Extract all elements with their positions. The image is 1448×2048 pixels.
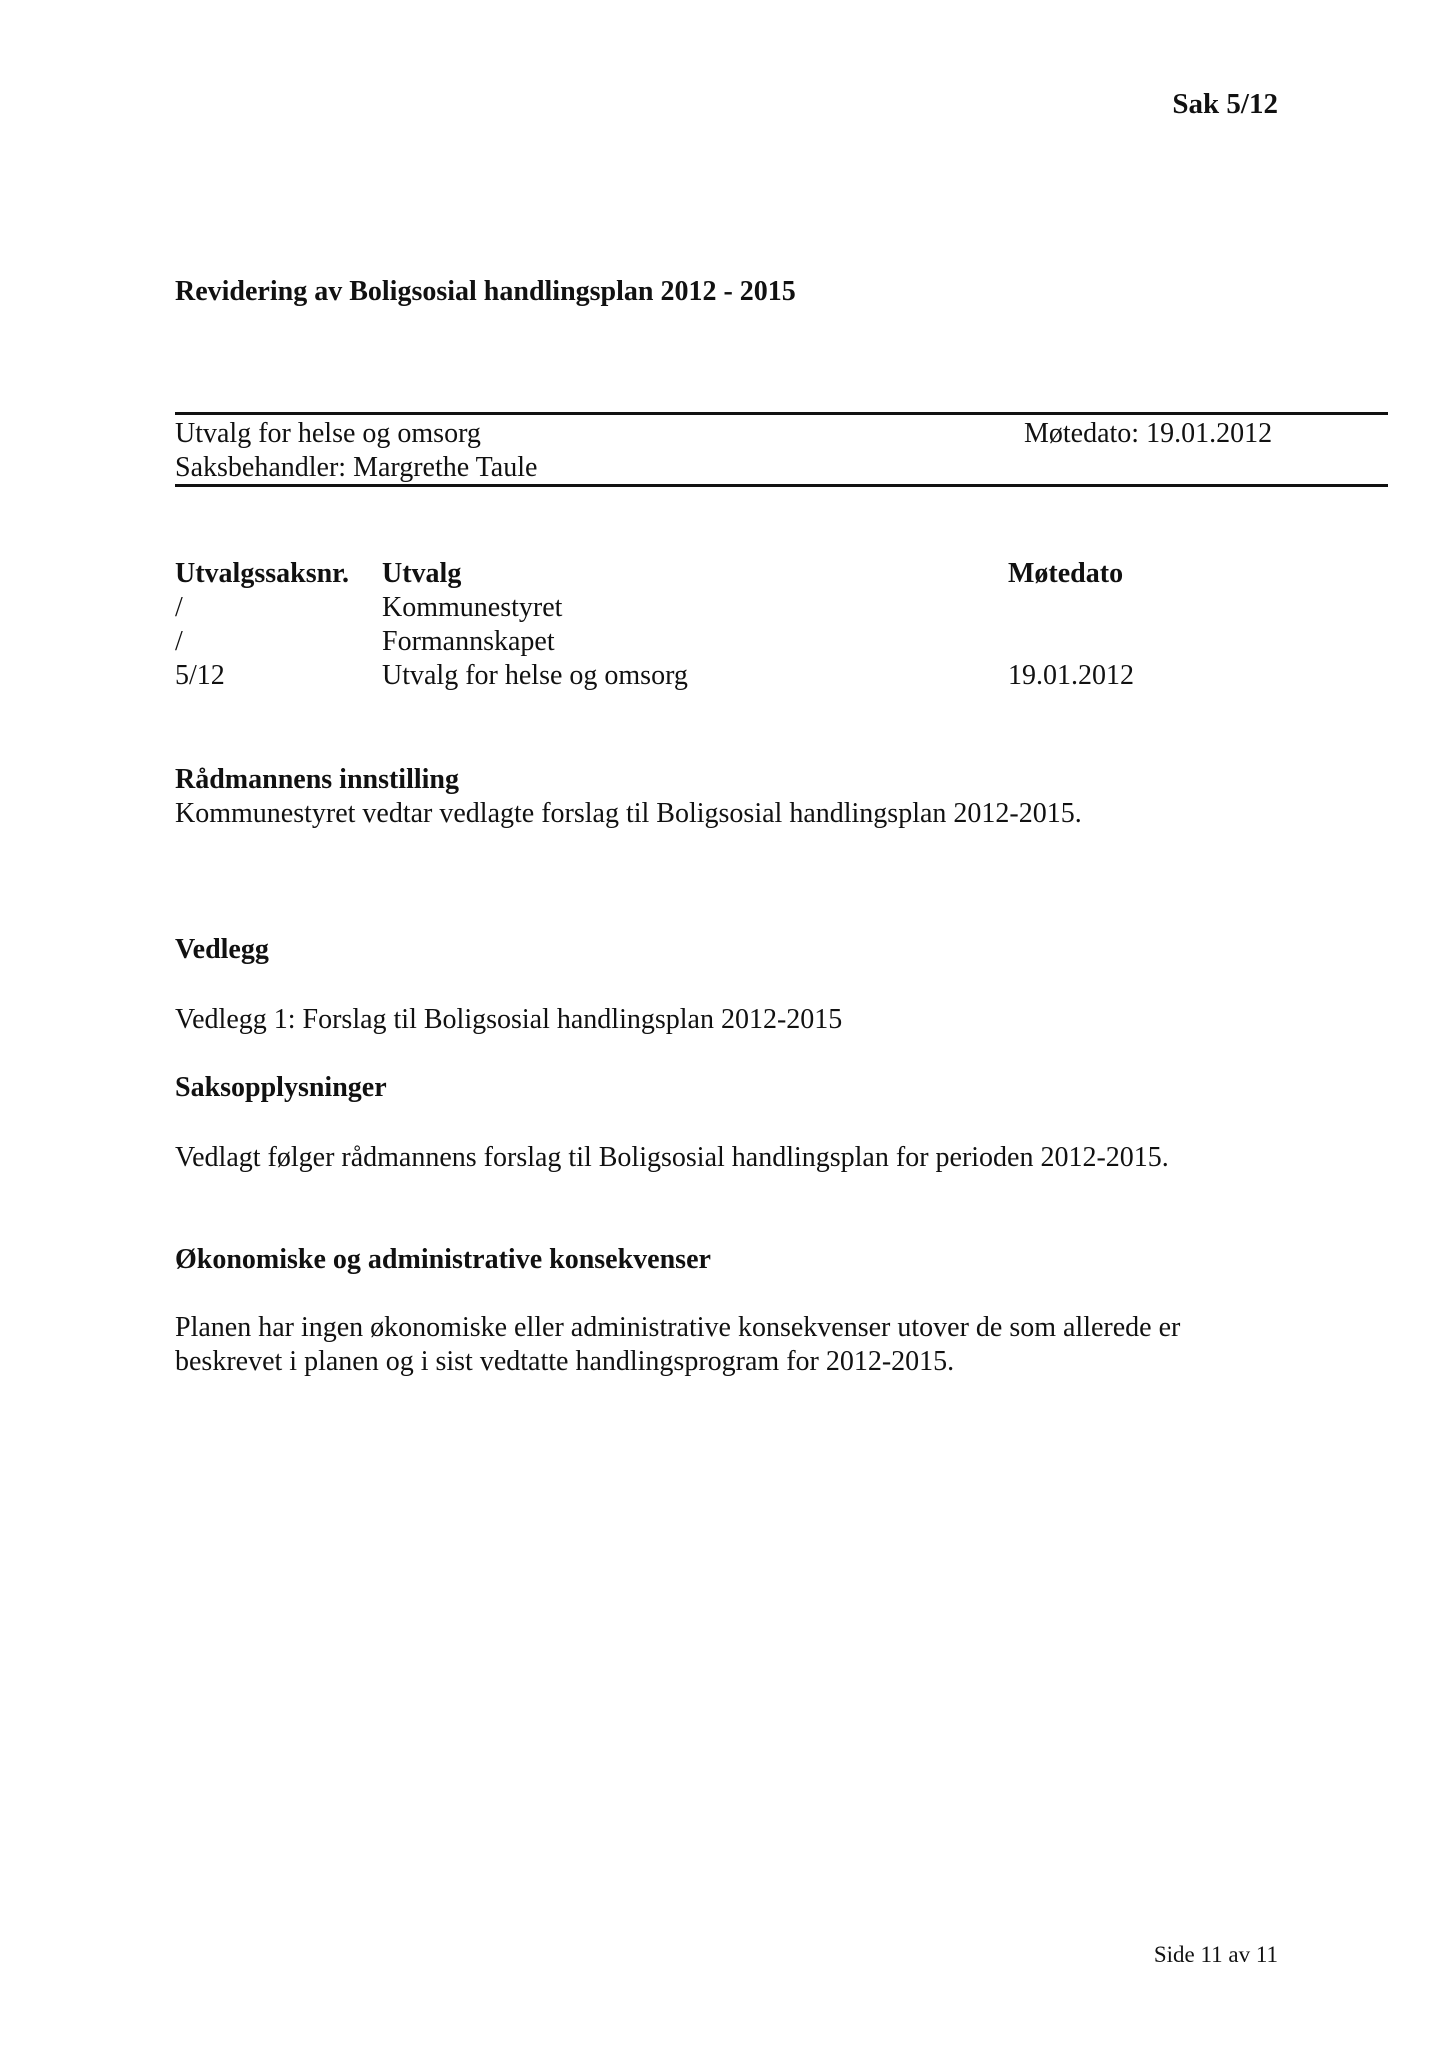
- attachment-item: Vedlegg 1: Forslag til Boligsosial handlingsplan 2012-2015: [175, 1004, 843, 1035]
- meta-committee: Utvalg for helse og omsorg: [175, 418, 481, 449]
- meta-case-handler: Saksbehandler: Margrethe Taule: [175, 452, 538, 483]
- divider-bottom: [175, 484, 1388, 487]
- meta-meeting-date: Møtedato: 19.01.2012: [1024, 418, 1273, 449]
- table-row-utvalg: Utvalg for helse og omsorg: [382, 660, 688, 691]
- page-number: Side 11 av 11: [1153, 1942, 1278, 1967]
- table-header-nr: Utvalgssaksnr.: [175, 558, 350, 589]
- table-row-date: 19.01.2012: [1008, 660, 1134, 691]
- table-header-utvalg: Utvalg: [382, 558, 462, 589]
- consequences-text-line-1: Planen har ingen økonomiske eller administrative konsekvenser utover de som allerede er: [175, 1312, 1181, 1343]
- table-row-nr: /: [175, 626, 183, 657]
- table-row-utvalg: Kommunestyret: [382, 592, 563, 623]
- recommendation-heading: Rådmannens innstilling: [175, 764, 459, 795]
- consequences-heading: Økonomiske og administrative konsekvenser: [175, 1244, 711, 1275]
- attachments-heading: Vedlegg: [175, 934, 269, 965]
- table-header-date: Møtedato: [1008, 558, 1124, 589]
- consequences-text-line-2: beskrevet i planen og i sist vedtatte handlingsprogram for 2012-2015.: [175, 1346, 955, 1377]
- case-info-heading: Saksopplysninger: [175, 1072, 387, 1103]
- divider-top: [175, 412, 1388, 415]
- case-reference: Sak 5/12: [1172, 88, 1278, 120]
- document-title: Revidering av Boligsosial handlingsplan 2012 - 2015: [175, 276, 796, 307]
- recommendation-text: Kommunestyret vedtar vedlagte forslag til Boligsosial handlingsplan 2012-2015.: [175, 798, 1082, 829]
- case-info-text: Vedlagt følger rådmannens forslag til Boligsosial handlingsplan for perioden 2012-2015.: [175, 1142, 1169, 1173]
- table-row-utvalg: Formannskapet: [382, 626, 555, 657]
- table-row-nr: 5/12: [175, 660, 225, 691]
- table-row-nr: /: [175, 592, 183, 623]
